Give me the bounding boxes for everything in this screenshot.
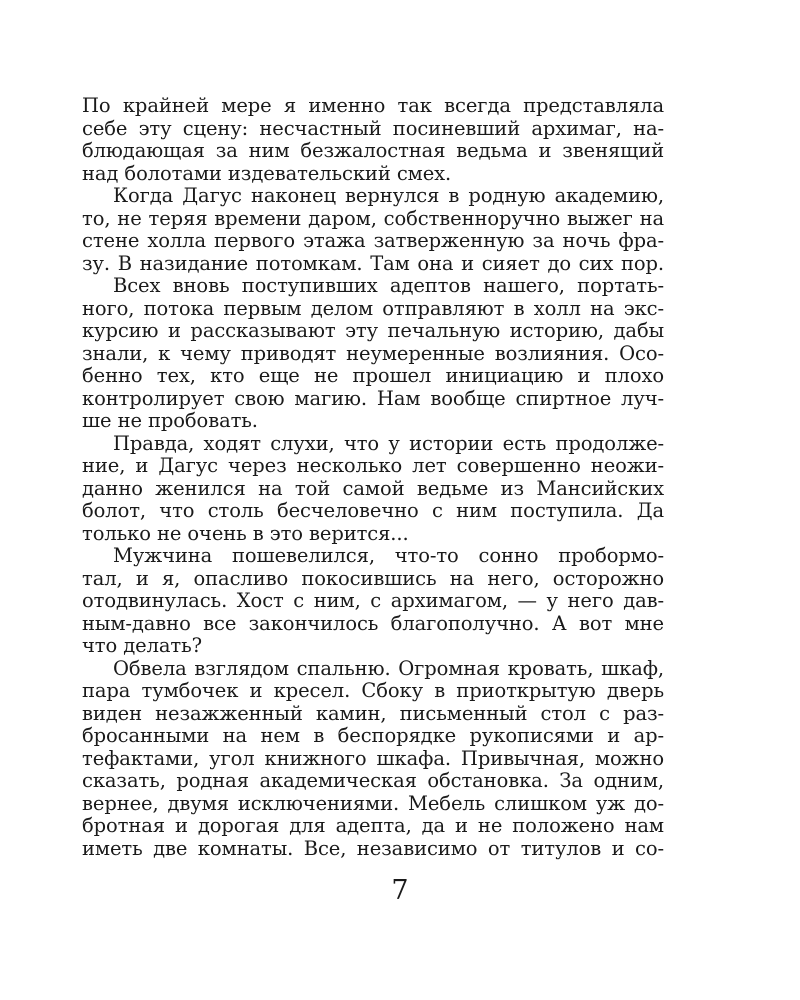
text-line: что делать? — [82, 634, 202, 657]
text-line: курсию и рассказывают эту печальную историю, дабы — [82, 319, 664, 342]
text-line: бенно тех, кто еще не прошел инициацию и плохо — [82, 364, 664, 387]
text-line: Обвела взглядом спальню. Огромная кровать, шкаф, — [113, 656, 664, 680]
text-line: ние, и Дагус через несколько лет совершенно неожи- — [82, 454, 664, 477]
text-line: только не очень в это верится... — [82, 521, 409, 545]
text-line: отодвинулась. Хост с ним, с архимагом, — у него дав- — [82, 589, 664, 612]
text-line: контролирует свою магию. Нам вообще спиртное луч- — [82, 386, 664, 410]
text-line: Мужчина пошевелился, что-то сонно пробормо- — [113, 544, 664, 567]
text-line: блюдающая за ним безжалостная ведьма и звенящий — [82, 139, 664, 162]
page-number: 7 — [391, 875, 409, 906]
text-line: ного, потока первым делом отправляют в холл на экс- — [82, 296, 664, 320]
text-line: Всех вновь поступивших адептов нашего, портать- — [113, 274, 664, 297]
text-line: Правда, ходят слухи, что у истории есть продолже- — [113, 431, 664, 455]
text-line: над болотами издевательский смех. — [82, 161, 452, 185]
text-line: По крайней мере я именно так всегда представляла — [82, 94, 664, 117]
text-line: бросанными на нем в беспорядке рукописями и ар- — [82, 724, 664, 747]
body-text — [82, 95, 664, 860]
text-line: то, не теряя времени даром, собственноручно выжег на — [82, 206, 664, 230]
text-line: пара тумбочек и кресел. Сбоку в приоткрытую дверь — [82, 679, 664, 702]
text-line: тефактами, угол книжного шкафа. Привычная, можно — [82, 746, 664, 770]
text-line: ным-давно все закончилось благополучно. А вот мне — [82, 611, 664, 635]
text-line: себе эту сцену: несчастный посиневший архимаг, на- — [82, 116, 664, 140]
text-line: иметь две комнаты. Все, независимо от титулов и со- — [82, 836, 664, 860]
text-line: данно женился на той самой ведьме из Мансийских — [82, 476, 664, 500]
text-line: виден незажженный камин, письменный стол с раз- — [82, 701, 664, 725]
text-line: знали, к чему приводят неумеренные возлияния. Осо- — [82, 341, 664, 365]
text-line: зу. В назидание потомкам. Там она и сияет до сих пор. — [82, 251, 664, 275]
text-line: бротная и дорогая для адепта, да и не положено нам — [82, 814, 664, 837]
text-line: вернее, двумя исключениями. Мебель слишком уж до- — [82, 791, 664, 815]
text-line: Когда Дагус наконец вернулся в родную академию, — [113, 184, 664, 207]
text-line: сказать, родная академическая обстановка. За одним, — [82, 769, 664, 792]
text-line: тал, и я, опасливо покосившись на него, осторожно — [82, 566, 664, 590]
text-line: стене холла первого этажа затверженную за ночь фра- — [82, 229, 664, 252]
text-line: болот, что столь бесчеловечно с ним поступила. Да — [82, 499, 664, 522]
text-line: ше не пробовать. — [82, 409, 258, 432]
